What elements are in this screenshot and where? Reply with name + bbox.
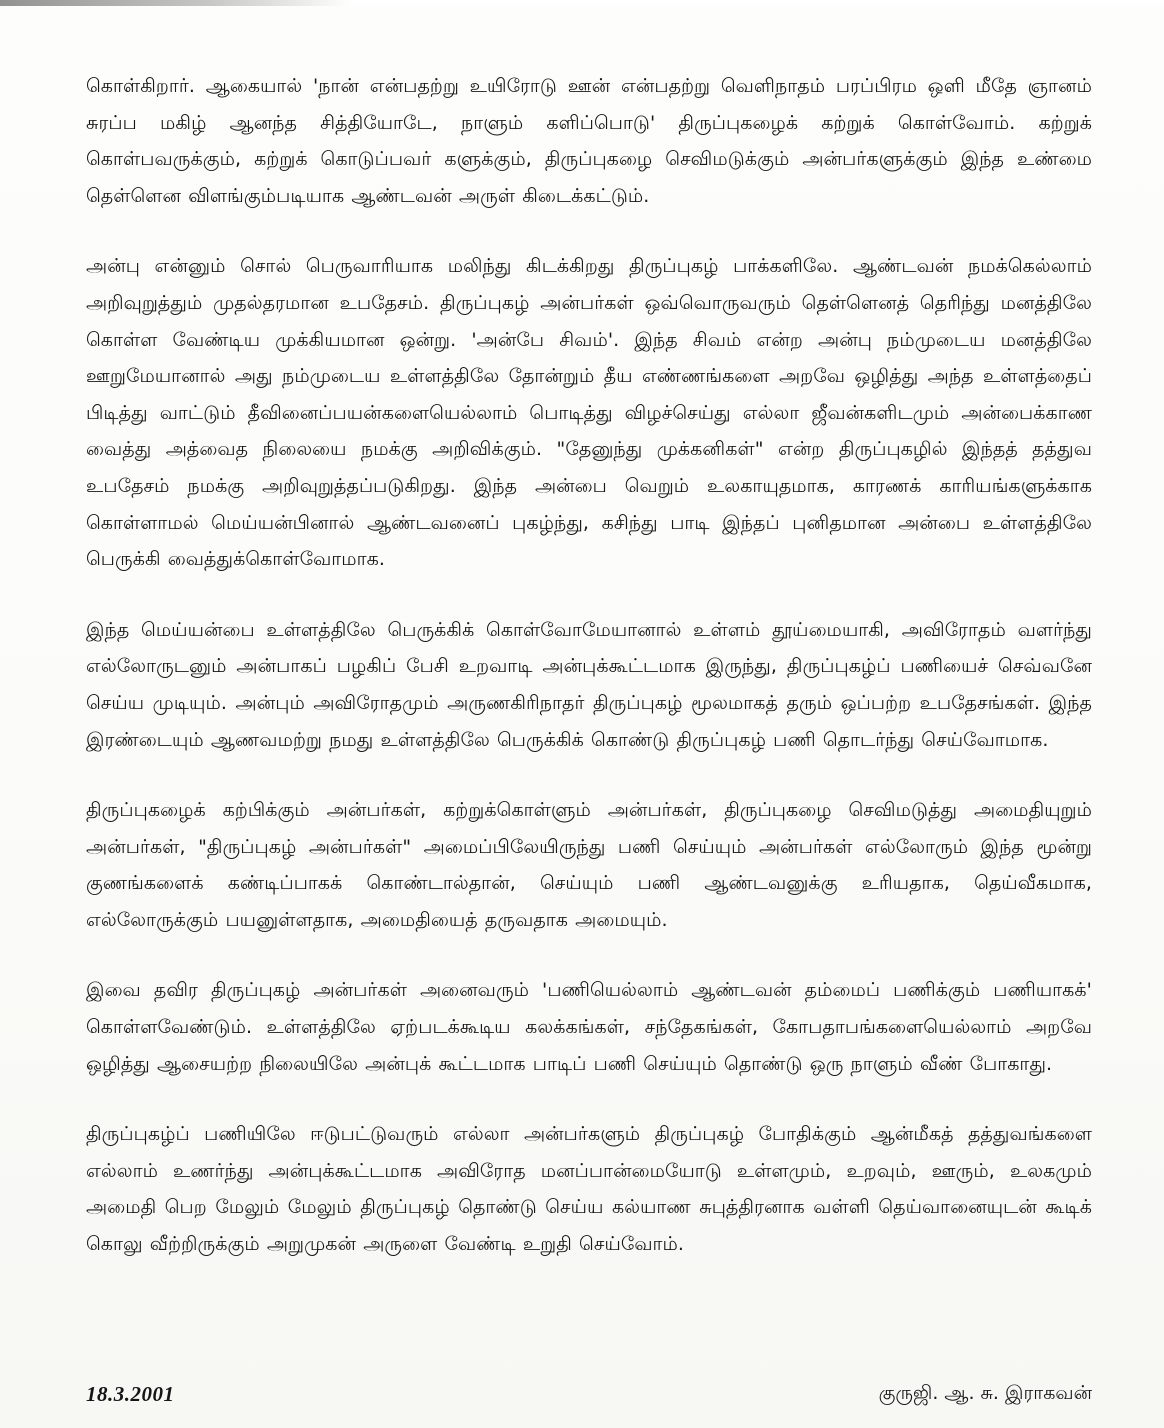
paragraph-5: இவை தவிர திருப்புகழ் அன்பர்கள் அனைவரும் 'பணியெல்லாம் ஆண்டவன் தம்மைப் பணிக்கும் பணியாகக்' கொள்ளவேண்டும். உள்ளத்திலே ஏற்படக்கூடிய கலக்கங்கள், சந்தேகங்கள், கோபதாபங்களையெல்லாம் அறவே ஒழித்து ஆசையற்ற நிலையிலே அன்புக் கூட்டமாக பாடிப் பணி செய்யும் தொண்டு ஒரு நாளும் வீண் போகாது. (86, 979, 1092, 1075)
paragraph-1: கொள்கிறார். ஆகையால் 'நான் என்பதற்று உயிரோடு ஊன் என்பதற்று வெளிநாதம் பரப்பிரம ஒளி மீதே ஞானம் சுரப்ப மகிழ் ஆனந்த சித்தியோடே, நாளும் களிப்பொடு' திருப்புகழைக் கற்றுக் கொள்வோம். கற்றுக் கொள்பவருக்கும், கற்றுக் கொடுப்பவர் களுக்கும், திருப்புகழை செவிமடுக்கும் அன்பர்களுக்கும் இந்த உண்மை தெள்ளென விளங்கும்படியாக ஆண்டவன் அருள் கிடைக்கட்டும். (86, 75, 1092, 207)
page-top-edge (0, 0, 1164, 6)
paragraph-4: திருப்புகழைக் கற்பிக்கும் அன்பர்கள், கற்றுக்கொள்ளும் அன்பர்கள், திருப்புகழை செவிமடுத்து அமைதியுறும் அன்பர்கள், "திருப்புகழ் அன்பர்கள்" அமைப்பிலேயிருந்து பணி செய்யும் அன்பர்கள் எல்லோரும் இந்த மூன்று குணங்களைக் கண்டிப்பாகக் கொண்டால்தான், செய்யும் பணி ஆண்டவனுக்கு உரியதாக, தெய்வீகமாக, எல்லோருக்கும் பயனுள்ளதாக, அமைதியைத் தருவதாக அமையும். (86, 799, 1092, 931)
paragraph-3: இந்த மெய்யன்பை உள்ளத்திலே பெருக்கிக் கொள்வோமேயானால் உள்ளம் தூய்மையாகி, அவிரோதம் வளர்ந்து எல்லோருடனும் அன்பாகப் பழகிப் பேசி உறவாடி அன்புக்கூட்டமாக இருந்து, திருப்புகழ்ப் பணியைச் செவ்வனே செய்ய முடியும். அன்பும் அவிரோதமும் அருணகிரிநாதர் திருப்புகழ் மூலமாகத் தரும் ஒப்பற்ற உபதேசங்கள். இந்த இரண்டையும் ஆணவமற்று நமது உள்ளத்திலே பெருக்கிக் கொண்டு திருப்புகழ் பணி தொடர்ந்து செய்வோமாக. (86, 618, 1092, 751)
author-signature: குருஜி. ஆ. சு. இராகவன் (878, 1382, 1092, 1404)
document-footer (86, 1382, 1092, 1416)
paragraph-2: அன்பு என்னும் சொல் பெருவாரியாக மலிந்து கிடக்கிறது திருப்புகழ் பாக்களிலே. ஆண்டவன் நமக்கெல்லாம் அறிவுறுத்தும் முதல்தரமான உபதேசம். திருப்புகழ் அன்பர்கள் ஒவ்வொருவரும் தெள்ளெனத் தெரிந்து மனத்திலே கொள்ள வேண்டிய முக்கியமான ஒன்று. 'அன்பே சிவம்'. இந்த சிவம் என்ற அன்பு நம்முடைய மனத்திலே ஊறுமேயானால் அது நம்முடைய உள்ளத்திலே தோன்றும் தீய எண்ணங்களை அறவே ஒழித்து அந்த உள்ளத்தைப் பிடித்து வாட்டும் தீவினைப்பயன்களையெல்லாம் பொடித்து விழச்செய்து எல்லா ஜீவன்களிடமும் அன்பைக்காண வைத்து அத்வைத நிலையை நமக்கு அறிவிக்கும். "தேனுந்து முக்கனிகள்" என்ற திருப்புகழில் இந்தத் தத்துவ உபதேசம் நமக்கு அறிவுறுத்தப்படுகிறது. இந்த அன்பை வெறும் உலகாயுதமாக, காரணக் காரியங்களுக்காக கொள்ளாமல் மெய்யன்பினால் ஆண்டவனைப் புகழ்ந்து, கசிந்து பாடி இந்தப் புனிதமான அன்பை உள்ளத்திலே பெருக்கி வைத்துக்கொள்வோமாக. (86, 255, 1092, 571)
document-body (86, 68, 1092, 1297)
date: 18.3.2001 (86, 1382, 175, 1406)
paragraph-6: திருப்புகழ்ப் பணியிலே ஈடுபட்டுவரும் எல்லா அன்பர்களும் திருப்புகழ் போதிக்கும் ஆன்மீகத் தத்துவங்களை எல்லாம் உணர்ந்து அன்புக்கூட்டமாக அவிரோத மனப்பான்மையோடு உள்ளமும், உறவும், ஊரும், உலகமும் அமைதி பெற மேலும் மேலும் திருப்புகழ் தொண்டு செய்ய கல்யாண சுபுத்திரனாக வள்ளி தெய்வானையுடன் கூடிக் கொலு வீற்றிருக்கும் அறுமுகன் அருளை வேண்டி உறுதி செய்வோம். (86, 1123, 1092, 1256)
